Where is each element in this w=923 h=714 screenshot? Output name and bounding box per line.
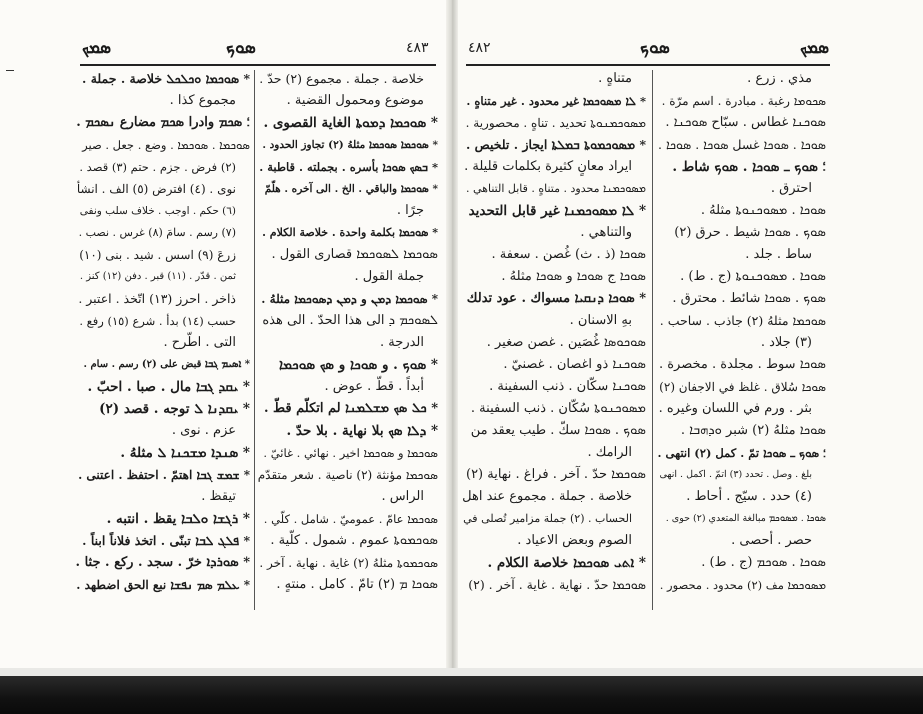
dictionary-line: * ܣܘܟܡܐ والباقي . الخ . الى آخره . هلّمّ [264,183,438,195]
dictionary-line: ܠܣܘܟܡ ܕ الى هذا الحدّ . الى هذه [262,313,438,328]
dictionary-line: ܣܘܟ . ܣܘܟܐ شيط . حرق (٢) [674,225,826,240]
left-page [0,0,452,676]
scan-edge [0,668,923,676]
dictionary-line: ؛ ܣܘܟ ـ ܣܘܟܐ . ܣܘܟ شاط . [672,159,826,175]
book-gutter [446,0,458,676]
dictionary-line: ܣܘܟ . ܣܘܟܐ سكّ . طيب يعقد من [470,423,646,438]
right-header-center: ܣܘܟ [640,38,670,58]
dictionary-line: حصر . أحصى . [731,533,812,548]
right-column-divider [652,70,653,610]
dictionary-line: ܣܘܟܡܐ عامّ . عموميّ . شامل . كلّي . [263,512,438,526]
dictionary-line: * ܦܠܓ ܠܒܐ تبنّى . اتخذ فلاناً ابناً . [82,533,250,548]
dictionary-line: الصوم وبعض الاعياد . [517,533,632,548]
dictionary-line: بثر . ورم في اللسان وغيره . [658,401,812,416]
dictionary-line: التى . اطّرح . [163,335,236,350]
dictionary-line: (٧) رسم . سامَ (٨) غرس . نصب . [78,226,236,239]
dictionary-line: والتناهي . [580,225,632,240]
dictionary-line: الراس . [381,489,424,504]
dictionary-line: * ܣܘܟܡܐ ܕܡܢ و ܕܡܢ ܕܣܘܟܡܐ مثلهُ . [261,292,438,306]
dictionary-line: الحساب . (٢) جملة مزامير تُصلى في [463,512,632,525]
dictionary-line: الدرجة . [380,335,424,350]
left-outer-column [76,68,250,666]
dictionary-line: (٣) جلاد . [760,335,812,350]
dictionary-line: ܣܘܟܢܐ ذو اغصان . غصنيّ . [503,357,646,372]
dictionary-line: (٦) حكم . اوجب . خلاف سلب ونفى [79,205,236,217]
left-header-center: ܣܘܟ [226,38,256,58]
dictionary-line: * ܝܩܕ ܓܒܐ مال . صبا . احبّ . [87,379,250,395]
dictionary-line: مذي . زرع . [747,71,812,86]
left-header-word: ܣܡܟ [82,38,112,58]
dictionary-line: ܡܣܘܟܢܘܬܐ سُكّان . ذنب السفينة . [470,401,646,416]
dictionary-line: ܣܘܟܐ . ܣܘܟܡ (ج . ط) . [701,555,826,570]
dictionary-line: ܡܣܘܟܡܢܐ محدود . متناهٍ . قابل التناهي . [466,182,646,195]
dictionary-line: * ܥܠܡ ܣܡ ܢܦܫܐ نبع الحق اضطهد . [76,578,250,592]
dictionary-line: حسب (١٤) بدأ . شرع (١٥) رفع . [79,314,236,328]
right-outer-column [658,68,826,666]
dictionary-line: * ܐܣܝܡ ܓܒܐ قبض على (٢) رسم . سام . [83,359,250,370]
dictionary-line: خلاصة . جملة . مجموع (٢) حدّ . [259,71,424,86]
dictionary-line: ܣܘܟܡܐ مثلهُ (٢) جاذب . ساحب . [659,313,826,328]
dictionary-line: تيقظ . [201,489,236,504]
dictionary-line: بهِ الاسنان . [569,313,632,328]
dictionary-line: ܣܘܟܢܐ سكّان . ذنب السفينة . [489,379,646,394]
dictionary-line: ܣܘܟܐ (ذ . ث) غُصن . سعفة . [491,247,646,262]
dictionary-line: * ܣܘܟܐ ܕܢܩܝܐ مسواك . عود تدلك [466,291,646,306]
right-page-number: ٤٨٢ [468,40,491,56]
dictionary-line: * ܟܠ ܣܟ ܡܫܠܡܢܐ لم اتكلّم قطّ . [264,401,438,416]
margin-mark [6,70,14,71]
dictionary-line: * ܣܘܟܡܐ ܕܡܘܬܐ الغاية القصوى . [263,115,438,131]
scanner-bottom-band [0,676,923,714]
dictionary-line: * ܣܢܕܐ ܡܫܟܢܐ ܠ مثلهُ . [120,445,250,461]
dictionary-line: ܣܘܟܡܘܬܐ مثلهُ (٢) غاية . نهاية . آخر . [259,556,438,570]
left-page-number: ٤٨٣ [406,40,429,56]
dictionary-line: * ܒܣܟ ܣܘܟܐ بأسره . بجملته . قاطبة . [259,160,438,174]
dictionary-line: * ܣܘܟܡܐ ܘܟܠܟܠ خلاصة . جملة . [82,71,250,86]
dictionary-line: ܣܘܟܡܐ مؤنثة (٢) ناصية . شعر متقدّم [257,468,438,482]
dictionary-line: (٤) حدد . سيّج . أحاط . [686,489,812,504]
dictionary-line: ܣܘܟܐ . ܡܣܘܟܢܘܬܐ مثلهُ . [700,203,826,218]
dictionary-line: عزم . نوى . [171,423,236,438]
right-header-rule [466,64,830,66]
dictionary-line: ܣܘܟܡܘܬܐ عموم . شمول . كلّية . [270,533,438,548]
dictionary-line: الرامك . [587,445,632,460]
dictionary-line: ؛ ܣܘܟ ـ ܣܘܟܐ تمّ . كمل (٢) انتهى . [657,446,826,460]
dictionary-line: ܣܘܟܐ . ܡܣܘܟܢܘܬܐ (ج . ط) . [680,269,826,284]
dictionary-line: بلغ . وصل . تحدد (٣) اتمّ . اكمل . انهى [659,469,812,480]
dictionary-line: جرًا . [396,203,424,218]
dictionary-line: ܣܘܟܐ ܡ (٢) تامّ . كامل . منتهٍ . [276,577,438,592]
dictionary-line: * ܠܐ ܡܣܘܟܡܐ غير محدود . غير متناهٍ . [466,94,646,108]
dictionary-line: * ܣܘܪܕܐ خرّ . سجد . ركع . جثا . [75,555,250,570]
dictionary-line: ܣܘܟܐ سوط . مجلدة . مخصرة . [658,357,826,372]
right-inner-column [462,68,646,666]
dictionary-line: ܣܘܟܡܐ و ܣܘܟܡܐ اخير . نهائي . غائيّ . [263,446,438,460]
dictionary-line: ساط . جلد . [745,247,812,262]
dictionary-line: متناهٍ . [598,71,632,86]
left-column-divider [254,70,255,610]
dictionary-line: * ܣܘܟ . و ܣܘܟܐ و ܣܟ ܣܘܟܡܐ [278,357,438,373]
dictionary-line: ܣܘܟܐ مثلهُ (٢) شبر ܘܕܗܒܐ . [680,423,826,438]
dictionary-line: * ܕܠܐ ܣܟ بلا نهاية . بلا حدّ . [286,423,438,439]
dictionary-line: ܣܟܘܡܐ رغبة . مبادرة . اسم مرّة . [661,94,826,108]
dictionary-line: ايراد معانٍ كثيرة بكلمات قليلة . [464,159,632,174]
left-inner-column [258,68,438,666]
right-header-word: ܣܡܟ [800,38,830,58]
dictionary-line: ܣܘܟܡܐ حدّ . نهاية . غاية . آخر . (٢) [468,577,646,592]
dictionary-line: ܣܘܟܡܐ . ܣܘܟܡܐ . وضع . جعل . صير [82,138,250,152]
dictionary-line: موضوع ومحمول القضية . [286,93,424,108]
dictionary-line: ܣܘܟܡܐ ܠܣܘܟܡܐ قصارى القول . [271,247,438,262]
dictionary-line: احترق . [770,181,812,196]
dictionary-line: ܣܘܟܐ ج ܣܘܟܐ و ܣܘܟܐ مثلهُ . [501,269,646,284]
dictionary-line: ؛ ܣܟܡ وادرا ܣܟܡ مضارع ܢܣܟܡ . [76,115,250,130]
dictionary-line: نوى . (٤) افترض (٥) الف . انشأ [76,182,236,196]
dictionary-line: ذاخر . احرز (١٣) اتّخذ . اعتبر . [78,291,236,306]
dictionary-line: ܡܣܘܟܡܐ مف (٢) محدود . محصور . [659,578,826,592]
dictionary-line: ܣܘܟܐ سُلاق . غلظ في الاجفان (٢) [659,380,826,394]
dictionary-line: * ܣܘܟܡܐ ܣܘܟܡܐ مثلهُ (٢) تجاوز الحدود . [262,139,438,151]
dictionary-line: زرعَ (٩) اسس . شيد . بنى (١٠) [79,248,236,262]
dictionary-line: ܣܘܟܐ . ܡܣܘܟܡ مبالغة المتعدي (٢) حوى . [665,513,826,524]
dictionary-line: خلاصة . جملة . مجموع عند اهل [462,489,632,504]
dictionary-line: ܣܘܟ . ܣܘܟܐ شائط . محترق . [672,291,826,306]
dictionary-line: جملة القول . [354,269,424,284]
dictionary-line: * ܠܐ ܡܣܘܟܡܢܐ غير قابل التحديد [468,203,646,219]
dictionary-line: ܣܘܟܘܣܐ غُصَين . غصن صغير . [486,335,646,350]
dictionary-line: * ܝܩܕܢܐ ܠ توجه . قصد (٢) [99,401,250,417]
dictionary-line: مجموع كذا . [169,93,236,108]
dictionary-line: أبداً . قطّ . عوض . [324,379,424,394]
dictionary-line: ܡܣܘܟܡܢܘܬܐ تحديد . تناهٍ . محصورية . [465,116,646,130]
dictionary-line: * ܡܣܘܟܡܘܬܐ ܒܡܠܬܐ ايجاز . تلخيص . [465,137,646,152]
right-page [452,0,923,676]
dictionary-line: ܣܘܟܐ . ܣܘܟܐ غسل ܣܘܟܐ . ܣܘܟܐ . [658,137,826,152]
dictionary-line: * ܣܘܟܡܐ بكلمة واحدة . خلاصة الكلام . [262,226,438,239]
dictionary-line: ܣܘܟܡܐ حدّ . آخر . فراغ . نهاية (٢) [465,467,646,482]
dictionary-line: (٢) فرض . جزم . حتم (٣) قصد . [79,160,236,174]
dictionary-line: ثمن . قدّر . (١١) قبر . دفن (١٢) كنز . [79,271,236,282]
dictionary-line: * ܫܡܫ ܓܒܐ اهتمّ . احتفظ . اعتنى . [78,468,250,482]
dictionary-line: * ܪܓܫܐ ܘܠܒܐ يقظ . انتبه . [106,511,250,527]
dictionary-line: ܣܘܟܢܐ غطاس . سبّاح ܣܘܟܢܐ . [665,115,826,130]
dictionary-line: * ܐܬܝ ܣܘܟܡܐ خلاصة الكلام . [487,555,646,571]
left-header-rule [80,64,436,66]
